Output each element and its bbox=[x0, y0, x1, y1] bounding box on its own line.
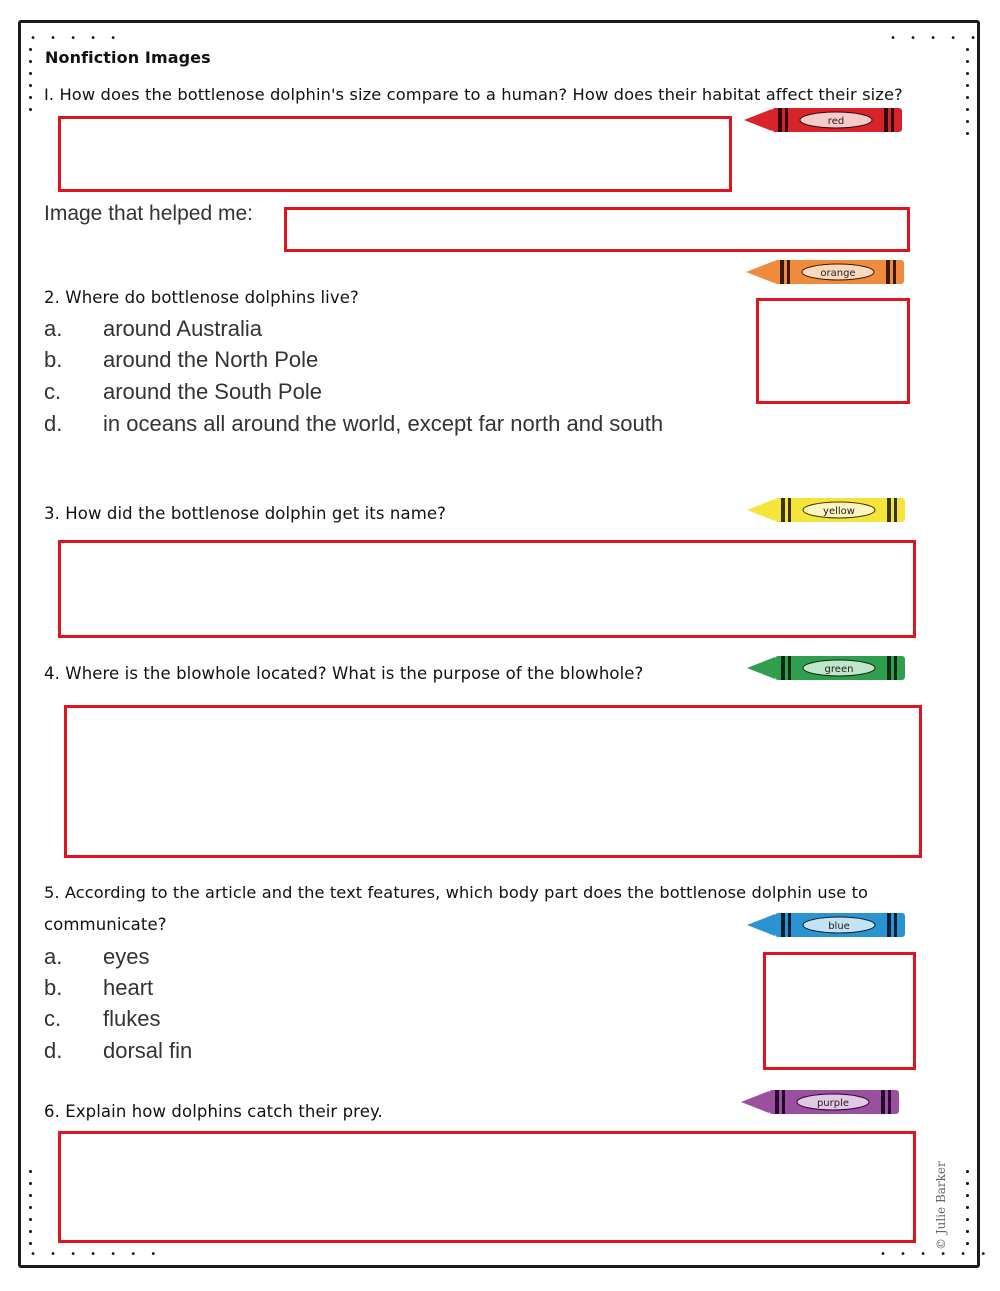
question-2-text: 2. Where do bottlenose dolphins live? bbox=[44, 288, 359, 307]
question-4-text: 4. Where is the blowhole located? What is the purpose of the blowhole? bbox=[44, 664, 644, 683]
q5-option-c-text: flukes bbox=[103, 1006, 161, 1031]
crayon-purple-icon bbox=[741, 1088, 901, 1116]
corner-dots-top-left: • • • • • bbox=[30, 33, 121, 44]
side-dots-right-top bbox=[966, 48, 970, 144]
corner-dots-top-right: • • • • • bbox=[890, 33, 981, 44]
answer-box-q1[interactable] bbox=[58, 116, 732, 192]
q5-option-a-letter: a. bbox=[44, 944, 63, 969]
answer-box-q1-image[interactable] bbox=[284, 207, 910, 252]
crayon-blue-icon bbox=[747, 911, 907, 939]
crayon-green-icon bbox=[747, 654, 907, 682]
q2-option-c-letter: c. bbox=[44, 379, 62, 404]
crayon-yellow-icon bbox=[747, 496, 907, 524]
image-helped-label: Image that helped me: bbox=[44, 202, 253, 225]
q5-option-d-text: dorsal fin bbox=[103, 1038, 193, 1063]
q2-option-a-text: around Australia bbox=[103, 316, 262, 341]
question-3-text: 3. How did the bottlenose dolphin get its name? bbox=[44, 504, 446, 523]
side-dots-right-bottom bbox=[966, 1170, 970, 1254]
q2-option-c-text: around the South Pole bbox=[103, 379, 322, 404]
q2-option-d-text: in oceans all around the world, except far north and south bbox=[103, 411, 664, 436]
question-6-text: 6. Explain how dolphins catch their prey. bbox=[44, 1102, 383, 1121]
side-dots-left-bottom bbox=[29, 1170, 33, 1254]
answer-box-q6[interactable] bbox=[58, 1131, 916, 1243]
crayon-red-label: red bbox=[827, 116, 845, 127]
crayon-yellow-label: yellow bbox=[823, 506, 855, 517]
crayon-green-label: green bbox=[824, 664, 854, 675]
side-dots-left-top bbox=[29, 48, 33, 120]
question-1-text: I. How does the bottlenose dolphin's size compare to a human? How does their habitat affect their size? bbox=[44, 85, 903, 104]
crayon-red-icon bbox=[744, 106, 904, 134]
q2-option-d-letter: d. bbox=[44, 411, 63, 436]
crayon-orange-label: orange bbox=[820, 268, 856, 279]
worksheet-title: Nonfiction Images bbox=[45, 48, 211, 67]
question-5-text-line1: 5. According to the article and the text features, which body part does the bottlenose dolphin use to bbox=[44, 883, 869, 902]
q5-option-c-letter: c. bbox=[44, 1006, 62, 1031]
q2-option-b-letter: b. bbox=[44, 347, 63, 372]
question-5-text-line2: communicate? bbox=[44, 915, 167, 934]
crayon-purple-label: purple bbox=[816, 1098, 850, 1109]
q5-option-a-text: eyes bbox=[103, 944, 150, 969]
answer-box-q5[interactable] bbox=[763, 952, 916, 1070]
answer-box-q2[interactable] bbox=[756, 298, 910, 404]
corner-dots-bottom-right: • • • • • • bbox=[880, 1249, 991, 1260]
copyright-byline: © Julie Barker bbox=[934, 1161, 948, 1250]
q2-option-b-text: around the North Pole bbox=[103, 347, 319, 372]
q2-option-a-letter: a. bbox=[44, 316, 63, 341]
q5-option-d-letter: d. bbox=[44, 1038, 63, 1063]
crayon-orange-icon bbox=[746, 258, 906, 286]
q5-option-b-letter: b. bbox=[44, 975, 63, 1000]
q5-option-b-text: heart bbox=[103, 975, 154, 1000]
answer-box-q3[interactable] bbox=[58, 540, 916, 638]
corner-dots-bottom-left: • • • • • • • bbox=[30, 1249, 161, 1260]
answer-box-q4[interactable] bbox=[64, 705, 922, 858]
crayon-blue-label: blue bbox=[828, 921, 850, 932]
